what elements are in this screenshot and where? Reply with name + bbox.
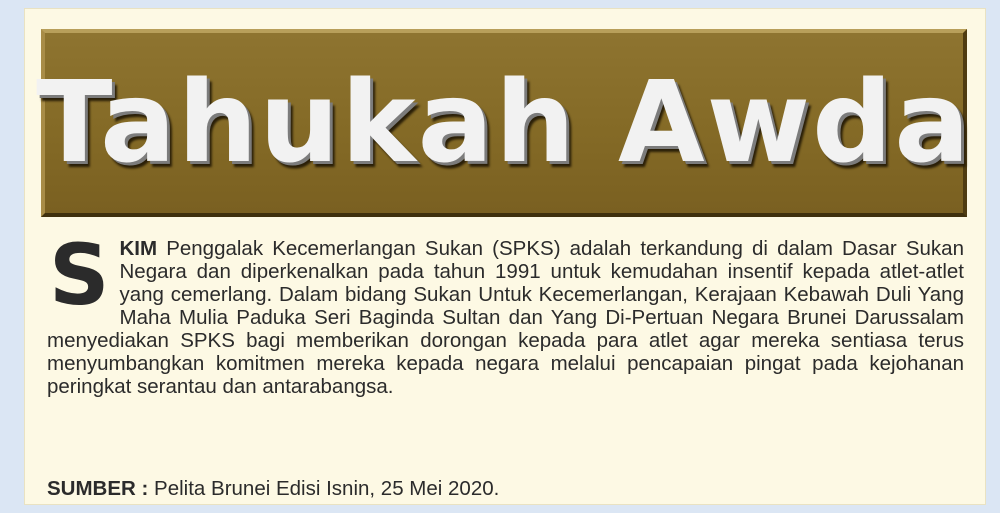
article-text: Penggalak Kecemerlangan Sukan (SPKS) adalah terkandung di dalam Dasar Sukan Negara dan diperkenalkan pada tahun 1991 untuk kemudahan insentif kepada atlet-atlet yang cemerlang. Dalam bidang Sukan Untuk Kecemerlangan, Kerajaan Kebawah Duli Yang Maha Mulia Paduka Seri Baginda Sultan dan Yang Di-Pertuan Negara Brunei Darussalam menyediakan SPKS bagi memberikan dorongan kepada para atlet agar mereka sentiasa terus menyumbangkan komitmen mereka kepada negara melalui pencapaian pingat pada kejohanan peringkat serantau dan antarabangsa.	[47, 237, 964, 398]
source-label: SUMBER :	[47, 477, 149, 500]
article-body	[47, 226, 964, 398]
source-text: Pelita Brunei Edisi Isnin, 25 Mei 2020.	[148, 477, 500, 500]
lead-word: KIM	[119, 237, 158, 260]
banner-title: Tahukah Awda	[36, 58, 972, 188]
source-line	[47, 477, 499, 501]
title-banner	[36, 29, 972, 217]
info-card	[24, 8, 986, 505]
drop-cap: S	[49, 226, 110, 324]
